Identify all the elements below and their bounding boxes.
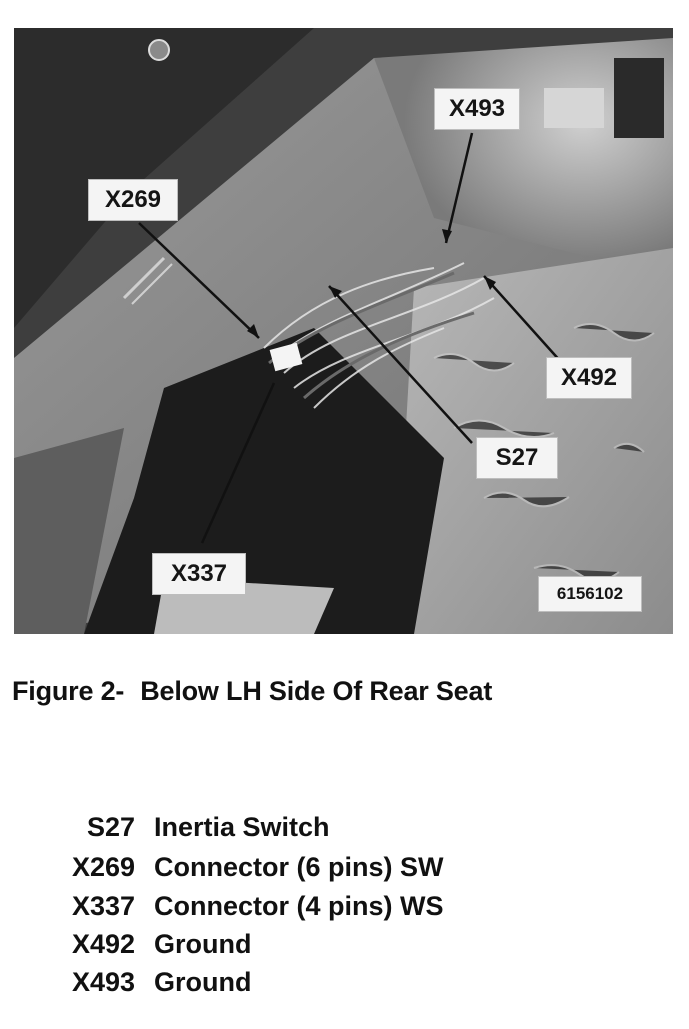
legend-item	[0, 929, 689, 965]
callout-x493: X493	[434, 88, 520, 130]
legend-item	[0, 812, 689, 848]
legend-code: X492	[71, 929, 135, 959]
legend-item	[0, 891, 689, 927]
figure-caption	[12, 676, 492, 707]
legend-code: X337	[71, 891, 135, 921]
legend-description: Inertia Switch	[154, 812, 330, 842]
legend-item	[0, 852, 689, 888]
reference-number: 6156102	[538, 576, 642, 612]
legend-description: Ground	[154, 967, 252, 997]
legend-description: Connector (6 pins) SW	[154, 852, 444, 882]
callout-x492: X492	[546, 357, 632, 399]
callout-x337: X337	[152, 553, 246, 595]
legend-code: X269	[71, 852, 135, 882]
legend-code: S27	[86, 812, 135, 842]
legend-description: Connector (4 pins) WS	[154, 891, 444, 921]
callout-s27: S27	[476, 437, 558, 479]
figure-caption-label: Figure 2-	[12, 676, 125, 706]
wiring-photo	[14, 28, 673, 634]
legend-code: X493	[71, 967, 135, 997]
legend-description: Ground	[154, 929, 252, 959]
callout-x269: X269	[88, 179, 178, 221]
figure-caption-title: Below LH Side Of Rear Seat	[140, 676, 493, 706]
legend-item	[0, 967, 689, 1003]
